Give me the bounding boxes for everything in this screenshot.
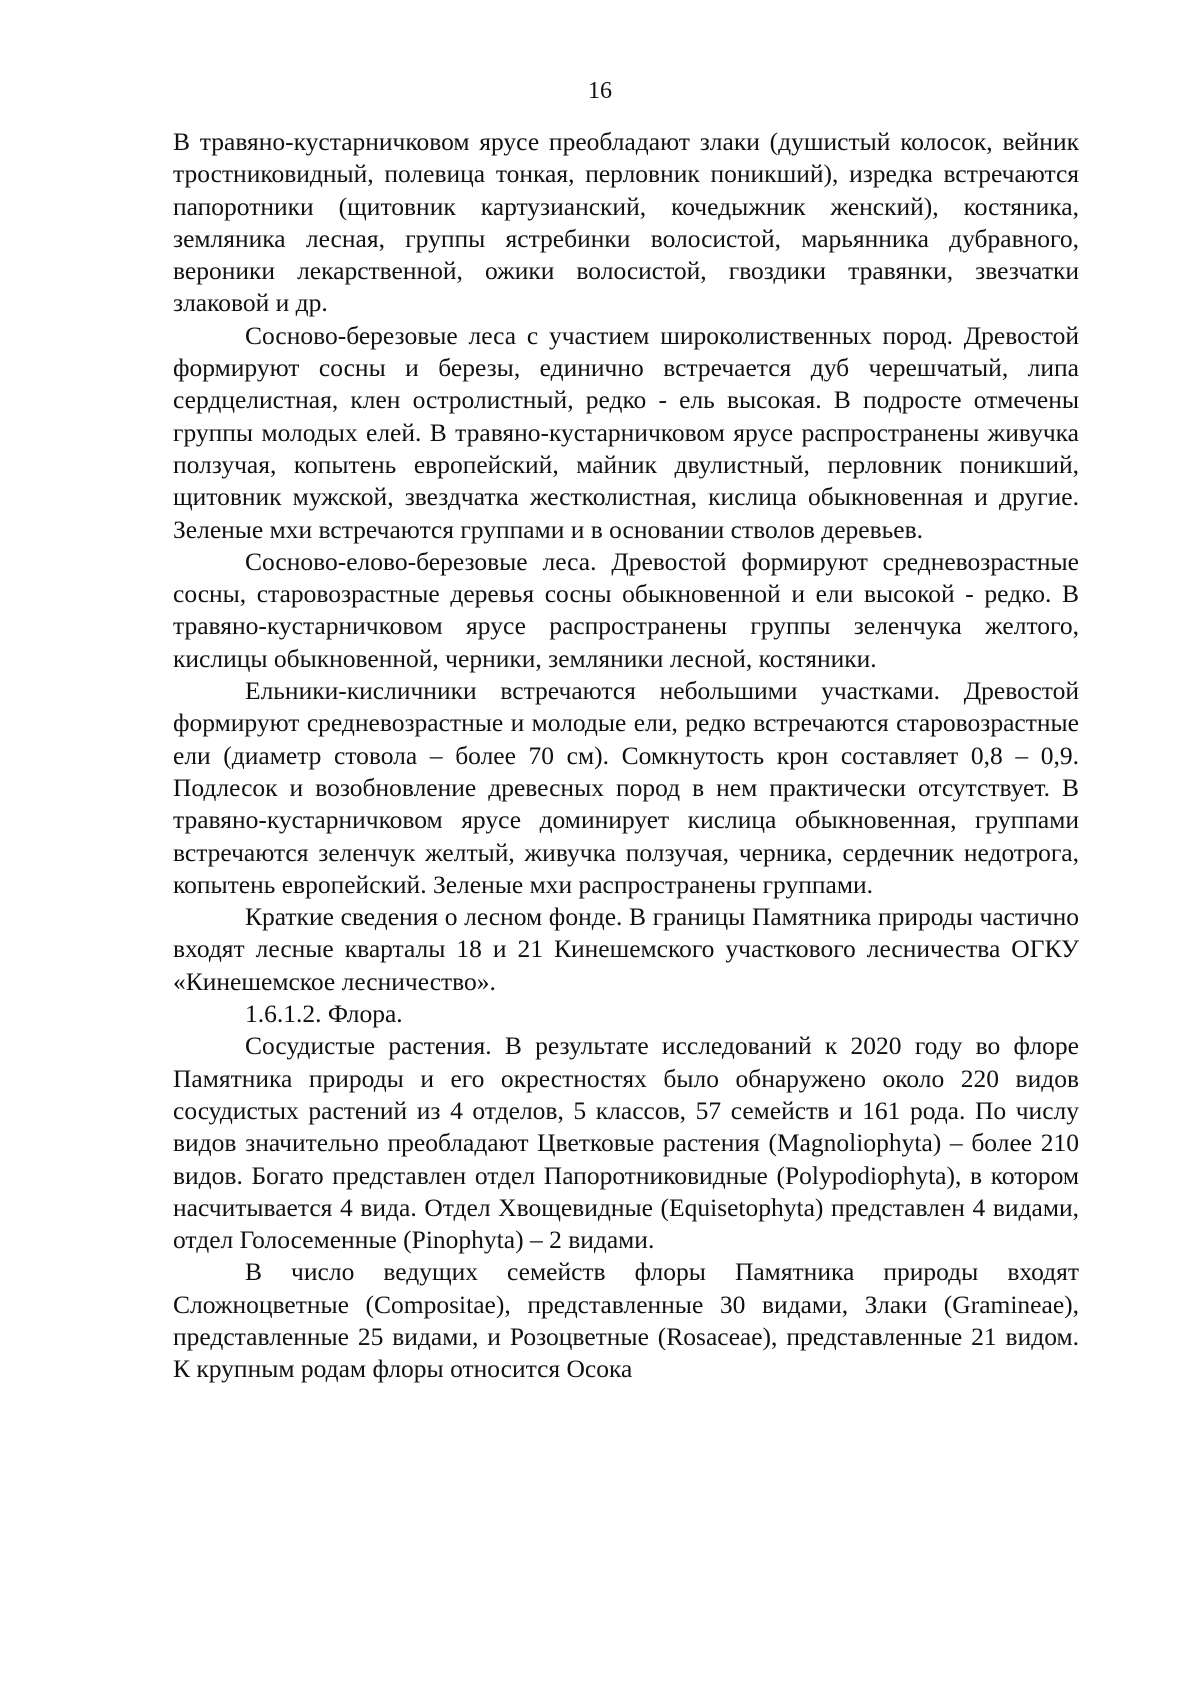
document-body [173,126,1079,1386]
paragraph-herb-layer: В травяно-кустарничковом ярусе преобладают злаки (душистый колосок, вейник тростниковидный, полевица тонкая, перловник поникший), изредка встречаются папоротники (щитовник картузианский, кочедыжник женский), костяника, земляника лесная, группы ястребинки волосистой, марьянника дубравного, вероники лекарственной, ожики волосистой, гвоздики травянки, звезчатки злаковой и др. [173,127,1079,318]
paragraph-pine-birch-forests: Сосново-березовые леса с участием широколиственных пород. Древостой формируют сосны и березы, единично встречается дуб черешчатый, липа сердцелистная, клен остролистный, редко - ель высокая. В подросте отмечены группы молодых елей. В травяно-кустарничковом ярусе распространены живучка ползучая, копытень европейский, майник двулистный, перловник поникший, щитовник мужской, звездчатка жестколистная, кислица обыкновенная и другие. Зеленые мхи встречаются группами и в основании стволов деревьев. [173,320,1079,544]
page-number: 16 [588,78,612,104]
paragraph-forest-fund: Краткие сведения о лесном фонде. В границы Памятника природы частично входят лесные кварталы 18 и 21 Кинешемского участкового лесничества ОГКУ «Кинешемское лесничество». [173,902,1079,996]
paragraph-pine-spruce-birch-forests: Сосново-елово-березовые леса. Древостой формируют средневозрастные сосны, старовозрастные деревья сосны обыкновенной и ели высокой - редко. В травяно-кустарничковом ярусе распространены группы зеленчука желтого, кислицы обыкновенной, черники, земляники лесной, костяники. [173,546,1079,673]
paragraph-vascular-plants: Сосудистые растения. В результате исследований к 2020 году во флоре Памятника природы и его окрестностях было обнаружено около 220 видов сосудистых растений из 4 отделов, 5 классов, 57 семейств и 161 рода. По числу видов значительно преобладают Цветковые растения (Magnoliophyta) – более 210 видов. Богато представлен отдел Папоротниковидные (Polypodiophyta), в котором насчитывается 4 вида. Отдел Хвощевидные (Equisetophyta) представлен 4 видами, отдел Голосеменные (Pinophyta) – 2 видами. [173,1031,1079,1255]
section-heading-flora: 1.6.1.2. Флора. [245,999,403,1029]
paragraph-spruce-oxalis-forests: Ельники-кисличники встречаются небольшими участками. Древостой формируют средневозрастные и молодые ели, редко встречаются старовозрастные ели (диаметр стовола – более 70 см). Сомкнутость крон составляет 0,8 – 0,9. Подлесок и возобновление древесных пород в нем практически отсутствует. В травяно-кустарничковом ярусе доминирует кислица обыкновенная, группами встречаются зеленчук желтый, живучка ползучая, черника, сердечник недотрога, копытень европейский. Зеленые мхи распространены группами. [173,676,1079,899]
paragraph-leading-families: В число ведущих семейств флоры Памятника природы входят Сложноцветные (Compositae), представленные 30 видами, Злаки (Gramineae), представленные 25 видами, и Розоцветные (Rosaceae), представленные 21 видом. К крупным родам флоры относится Осока [173,1257,1079,1384]
